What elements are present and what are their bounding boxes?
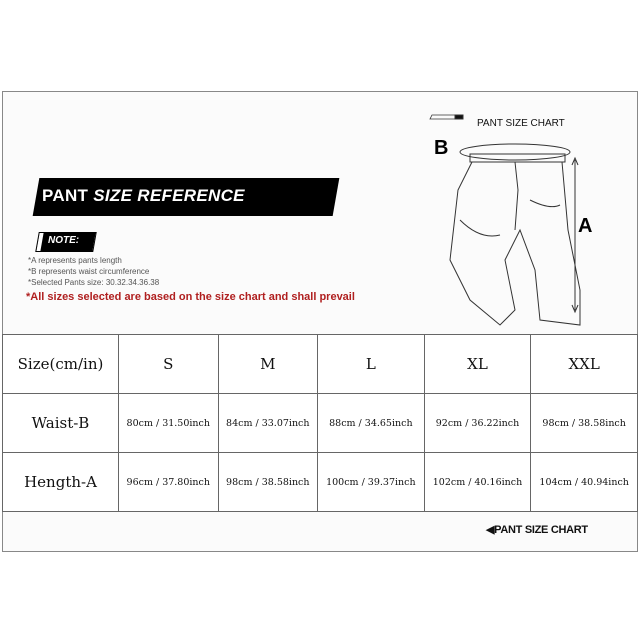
table-cell: 88cm / 34.65inch xyxy=(318,394,425,453)
label-a: A xyxy=(578,215,593,237)
table-header-row xyxy=(3,335,638,394)
table-row xyxy=(3,394,638,453)
size-table xyxy=(2,334,638,512)
row-label: Hength-A xyxy=(3,453,119,512)
header-cell: S xyxy=(119,335,219,394)
header-cell: M xyxy=(218,335,318,394)
warning-text: *All sizes selected are based on the size chart and shall prevail xyxy=(26,291,355,303)
header-cell: XL xyxy=(424,335,531,394)
header-cell: Size(cm/in) xyxy=(3,335,119,394)
title-part-2: SIZE REFERENCE xyxy=(93,186,245,205)
row-label: Waist-B xyxy=(3,394,119,453)
table-cell: 80cm / 31.50inch xyxy=(119,394,219,453)
title xyxy=(42,186,342,206)
diagram-title: PANT SIZE CHART xyxy=(477,118,565,129)
table-cell: 100cm / 39.37inch xyxy=(318,453,425,512)
table-cell: 102cm / 40.16inch xyxy=(424,453,531,512)
footer-label: ◀PANT SIZE CHART xyxy=(486,524,588,536)
table-cell: 98cm / 38.58inch xyxy=(218,453,318,512)
title-part-1: PANT xyxy=(42,186,89,205)
note-line: *B represents waist circumference xyxy=(28,267,150,276)
table-cell: 104cm / 40.94inch xyxy=(531,453,638,512)
header-cell: XXL xyxy=(531,335,638,394)
table-row xyxy=(3,453,638,512)
note-line: *Selected Pants size: 30.32.34.36.38 xyxy=(28,278,160,287)
note-line: *A represents pants length xyxy=(28,256,122,265)
table-cell: 96cm / 37.80inch xyxy=(119,453,219,512)
label-b: B xyxy=(434,137,449,159)
header-cell: L xyxy=(318,335,425,394)
table-cell: 92cm / 36.22inch xyxy=(424,394,531,453)
table-cell: 84cm / 33.07inch xyxy=(218,394,318,453)
note-label: NOTE: xyxy=(48,235,80,246)
table-cell: 98cm / 38.58inch xyxy=(531,394,638,453)
